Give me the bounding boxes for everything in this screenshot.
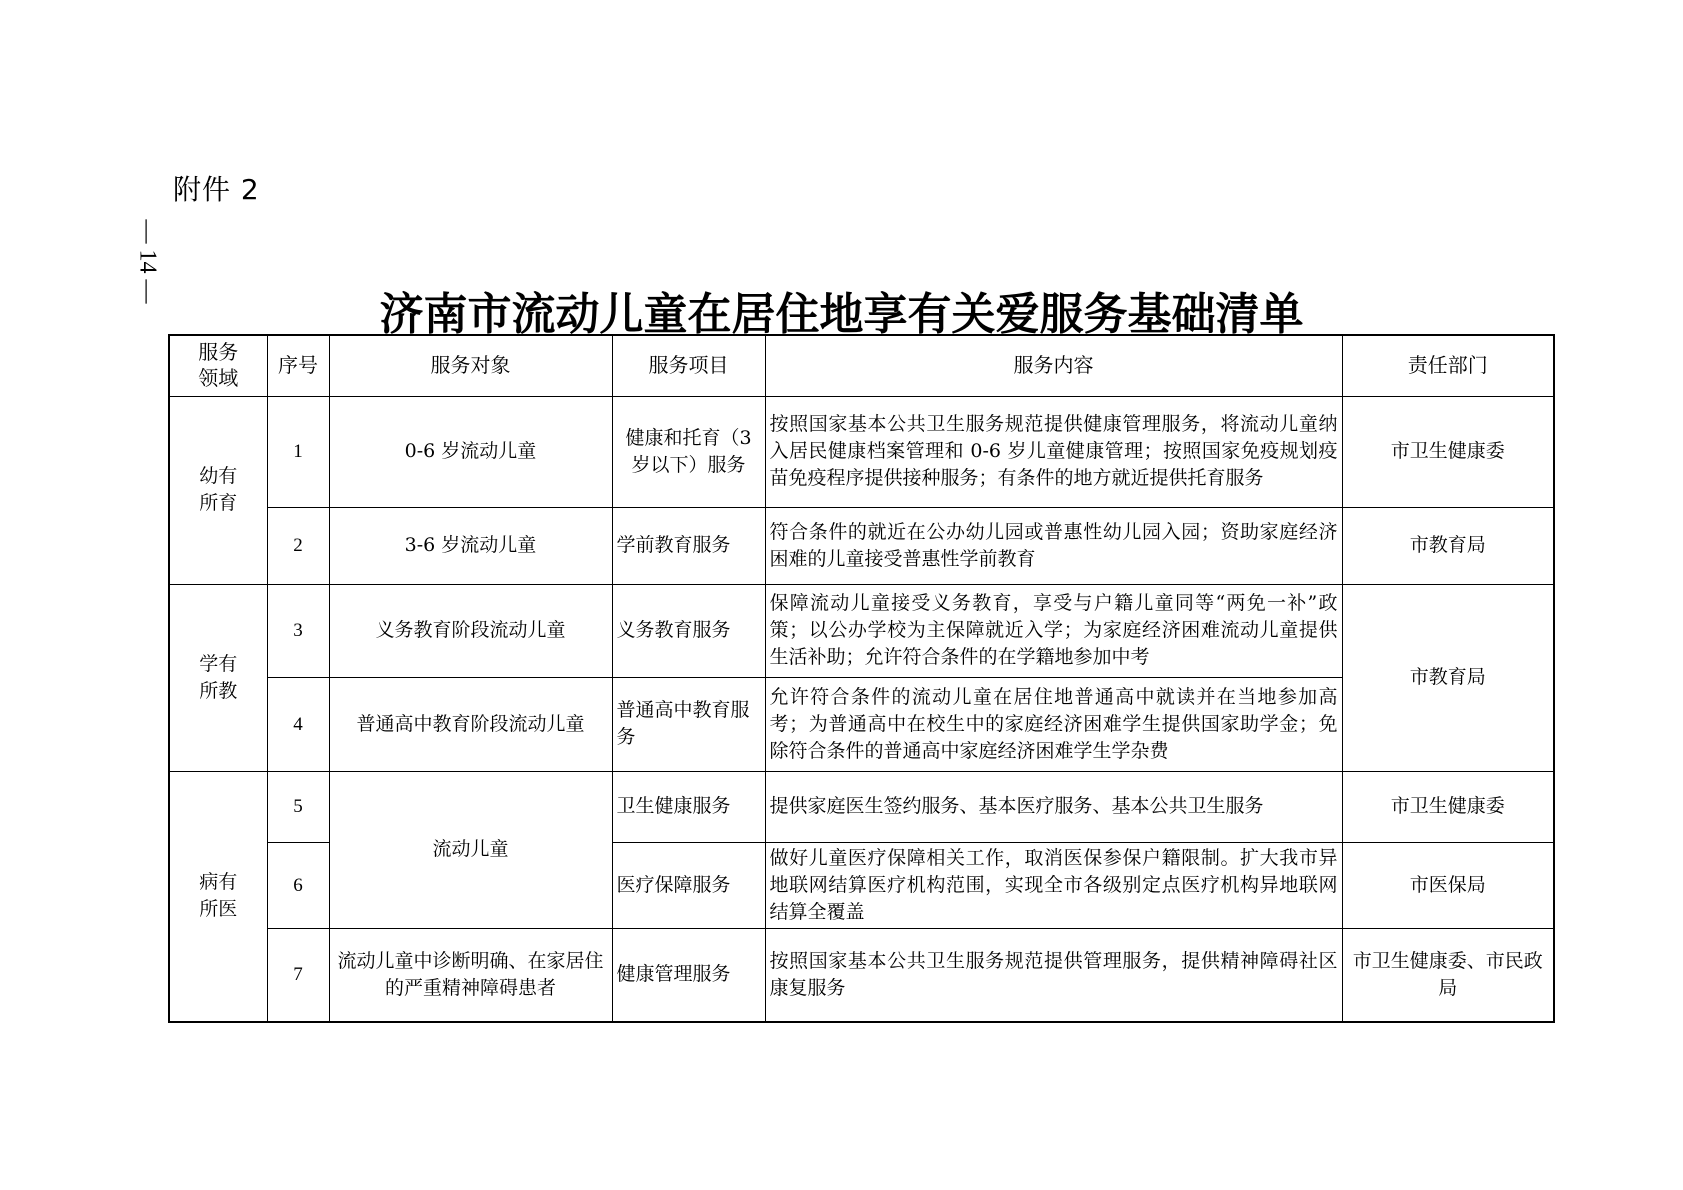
table-row: [169, 771, 1554, 842]
dept-cell: 市医保局: [1342, 842, 1554, 928]
dept-cell: 市卫生健康委: [1342, 771, 1554, 842]
dept-cell: 市教育局: [1342, 584, 1554, 771]
header-domain: 服务领域: [169, 335, 267, 396]
dept-cell: 市卫生健康委、市民政局: [1342, 928, 1554, 1022]
item-cell: 普通高中教育服务: [612, 677, 765, 771]
table-row: [169, 396, 1554, 507]
table-row: [169, 507, 1554, 584]
table-row: [169, 584, 1554, 677]
dept-cell: 市卫生健康委: [1342, 396, 1554, 507]
seq-cell: 6: [267, 842, 329, 928]
page-number-text: — 14 —: [134, 219, 161, 303]
seq-cell: 1: [267, 396, 329, 507]
domain-cell: 病有所医: [169, 771, 267, 1022]
item-cell: 学前教育服务: [612, 507, 765, 584]
content-cell: 按照国家基本公共卫生服务规范提供健康管理服务，将流动儿童纳入居民健康档案管理和 0-6 岁儿童健康管理；按照国家免疫规划疫苗免疫程序提供接种服务；有条件的地方就近提供托育服务: [765, 396, 1342, 507]
seq-cell: 3: [267, 584, 329, 677]
domain-cell: 幼有所育: [169, 396, 267, 584]
content-cell: 提供家庭医生签约服务、基本医疗服务、基本公共卫生服务: [765, 771, 1342, 842]
content-cell: 按照国家基本公共卫生服务规范提供管理服务，提供精神障碍社区康复服务: [765, 928, 1342, 1022]
table-header-row: [169, 335, 1554, 396]
dept-cell: 市教育局: [1342, 507, 1554, 584]
seq-cell: 7: [267, 928, 329, 1022]
service-list-table: [168, 334, 1555, 1023]
target-cell: 普通高中教育阶段流动儿童: [329, 677, 612, 771]
page-title: 济南市流动儿童在居住地享有关爱服务基础清单: [379, 289, 1304, 340]
target-cell: 3-6 岁流动儿童: [329, 507, 612, 584]
header-content: 服务内容: [765, 335, 1342, 396]
annex-label: 附件 2: [173, 173, 260, 206]
seq-cell: 5: [267, 771, 329, 842]
item-cell: 健康管理服务: [612, 928, 765, 1022]
table-row: [169, 928, 1554, 1022]
target-cell: 义务教育阶段流动儿童: [329, 584, 612, 677]
item-cell: 义务教育服务: [612, 584, 765, 677]
domain-cell: 学有所教: [169, 584, 267, 771]
header-dept: 责任部门: [1342, 335, 1554, 396]
item-cell: 医疗保障服务: [612, 842, 765, 928]
header-seq: 序号: [267, 335, 329, 396]
item-cell: 健康和托育（3 岁以下）服务: [612, 396, 765, 507]
content-cell: 符合条件的就近在公办幼儿园或普惠性幼儿园入园；资助家庭经济困难的儿童接受普惠性学前教育: [765, 507, 1342, 584]
header-target: 服务对象: [329, 335, 612, 396]
seq-cell: 4: [267, 677, 329, 771]
target-cell: 流动儿童: [329, 771, 612, 928]
content-cell: 做好儿童医疗保障相关工作，取消医保参保户籍限制。扩大我市异地联网结算医疗机构范围，实现全市各级别定点医疗机构异地联网结算全覆盖: [765, 842, 1342, 928]
target-cell: 流动儿童中诊断明确、在家居住的严重精神障碍患者: [329, 928, 612, 1022]
seq-cell: 2: [267, 507, 329, 584]
header-item: 服务项目: [612, 335, 765, 396]
content-cell: 保障流动儿童接受义务教育，享受与户籍儿童同等“两免一补”政策；以公办学校为主保障就近入学；为家庭经济困难流动儿童提供生活补助；允许符合条件的在学籍地参加中考: [765, 584, 1342, 677]
item-cell: 卫生健康服务: [612, 771, 765, 842]
target-cell: 0-6 岁流动儿童: [329, 396, 612, 507]
content-cell: 允许符合条件的流动儿童在居住地普通高中就读并在当地参加高考；为普通高中在校生中的家庭经济困难学生提供国家助学金；免除符合条件的普通高中家庭经济困难学生学杂费: [765, 677, 1342, 771]
